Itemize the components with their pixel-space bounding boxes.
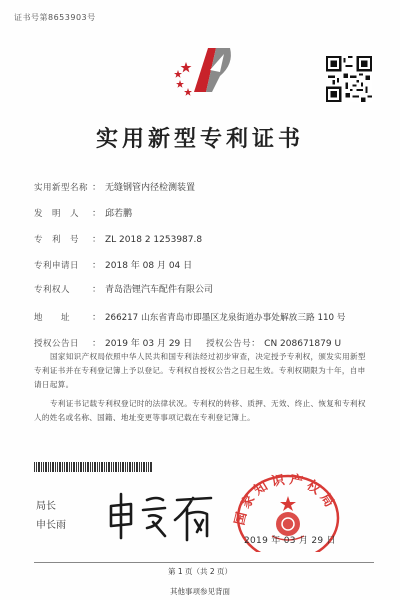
field-patent-no: 专 利 号 ： ZL 2018 2 1253987.8 [34, 235, 203, 245]
field-label: 授权公告号 [206, 339, 252, 349]
field-utility-name: 实用新型名称 ： 无缝钢管内径检测装置 [34, 180, 195, 193]
field-label: 专 利 号 [34, 235, 80, 245]
seal-date: 2019 年 03 月 29 日 [244, 536, 336, 546]
field-value: 无缝钢管内径检测装置 [105, 183, 196, 193]
document-title: 实用新型专利证书 [95, 126, 304, 152]
field-value: CN 208671879 U [264, 339, 342, 349]
field-label: 实用新型名称 [34, 183, 89, 193]
barcode-icon [34, 462, 152, 472]
certificate-number: 证书号第8653903号 [14, 13, 96, 22]
director-title: 局长 [36, 501, 56, 512]
field-label: 发 明 人 [34, 209, 80, 219]
field-label: 专利申请日 [34, 261, 80, 271]
body-paragraph: 国家知识产权局依照中华人民共和国专利法经过初步审查，决定授予专利权，颁发实用新型专利证书并在专利登记簿上予以登记。专利权自授权公告之日起生效。专利权期限为十年，自申请日起算。 [34, 352, 366, 389]
field-address: 地 址 ： 266217 山东省青岛市即墨区龙泉街道办事处解放三路 110 号 [34, 310, 367, 325]
field-filing-date: 专利申请日 ： 2018 年 08 月 04 日 [34, 258, 192, 271]
cnipa-logo-icon [172, 40, 236, 102]
field-grant-info: 授权公告日 ： 2019 年 03 月 29 日 授权公告号 ： CN 208671879 U [34, 336, 368, 349]
field-inventor: 发 明 人 ： 邱若鹏 [34, 206, 132, 219]
director-block [36, 497, 66, 535]
director-name: 申长雨 [36, 520, 66, 531]
field-patentee: 专利权人 ： 青岛浩锂汽车配件有限公司 [34, 282, 213, 295]
field-label: 专利权人 [34, 285, 71, 295]
field-value: 2019 年 03 月 29 日 [105, 339, 193, 349]
field-label: 授权公告日 [34, 339, 80, 349]
footer-divider [34, 562, 374, 563]
qr-code-icon [326, 56, 372, 102]
field-value: 邱若鹏 [105, 209, 133, 219]
field-value: 2018 年 08 月 04 日 [105, 261, 193, 271]
field-value: 青岛浩锂汽车配件有限公司 [105, 285, 214, 295]
field-value: 266217 山东省青岛市即墨区龙泉街道办事处解放三路 110 号 [105, 313, 346, 323]
footer-note: 其他事项参见背面 [170, 587, 230, 596]
handwritten-signature-icon [103, 486, 223, 546]
svg-text:国家知识产权局: 国家知识产权局 [232, 472, 339, 527]
field-value: ZL 2018 2 1253987.8 [105, 235, 203, 245]
body-paragraph: 专利证书记载专利权登记时的法律状况。专利权的转移、质押、无效、终止、恢复和专利权人的姓名或名称、国籍、地址变更等事项记载在专利登记簿上。 [34, 399, 366, 422]
page-number: 第 1 页（共 2 页） [167, 567, 233, 576]
field-label: 地 址 [34, 313, 71, 323]
